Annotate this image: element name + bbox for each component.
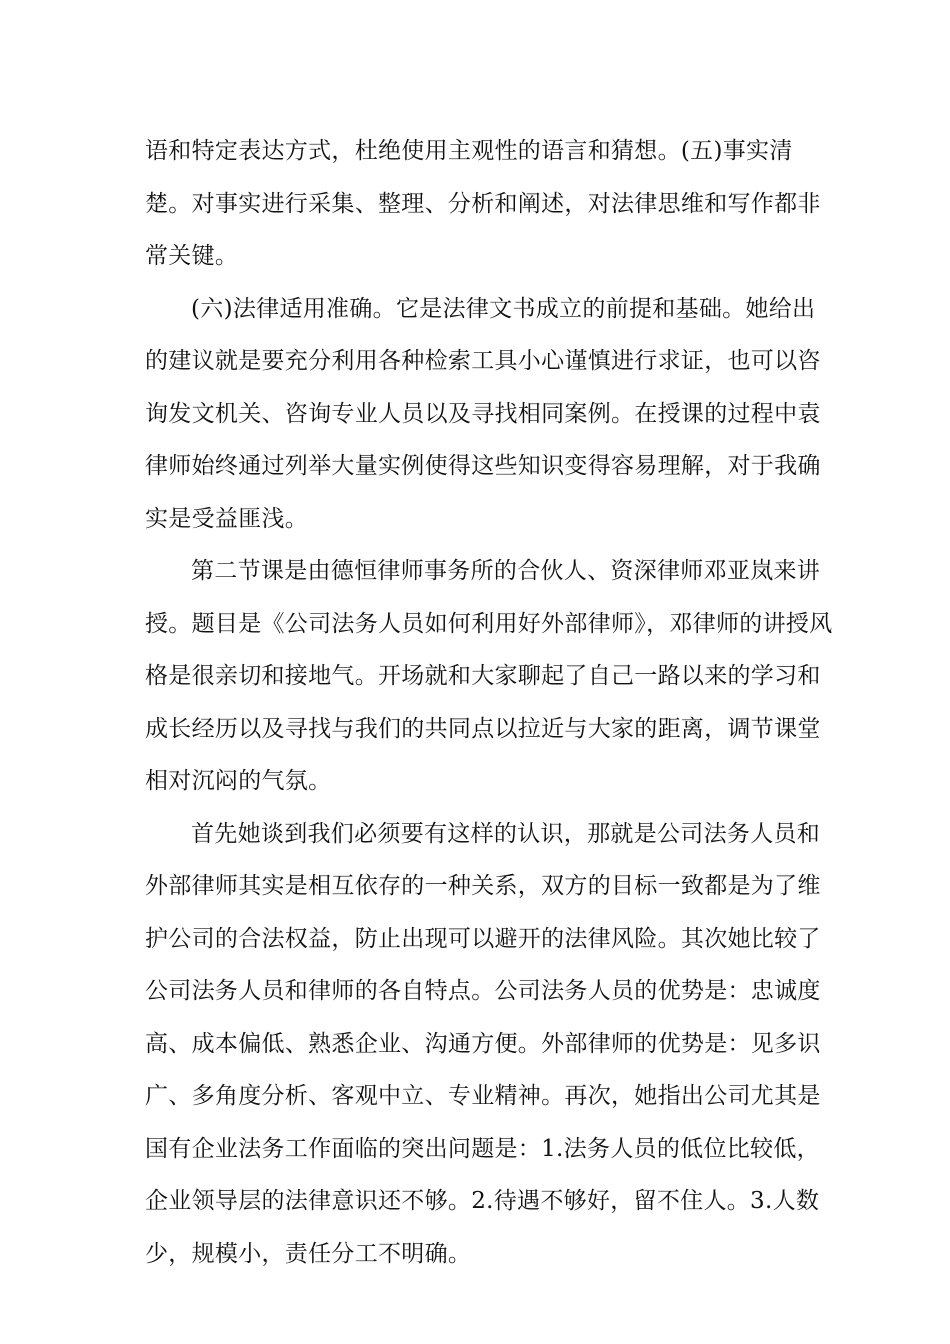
paragraph-3: 第二节课是由德恒律师事务所的合伙人、资深律师邓亚岚来讲授。题目是《公司法务人员如何利用好外部律师》，邓律师的讲授风格是很亲切和接地气。开场就和大家聊起了自己一路以来的学习和成长经历以及寻找与我们的共同点以拉近与大家的距离，调节课堂相对沉闷的气氛。 — [145, 558, 833, 794]
document-body — [145, 125, 835, 1280]
paragraph-4: 首先她谈到我们必须要有这样的认识，那就是公司法务人员和外部律师其实是相互依存的一种关系，双方的目标一致都是为了维护公司的合法权益，防止出现可以避开的法律风险。其次她比较了公司法务人员和律师的各自特点。公司法务人员的优势是：忠诚度高、成本偏低、熟悉企业、沟通方便。外部律师的优势是：见多识广、多角度分析、客观中立、专业精神。再次，她指出公司尤其是国有企业法务工作面临的突出问题是：1.法务人员的低位比较低，企业领导层的法律意识还不够。2.待遇不够好，留不住人。3.人数少，规模小，责任分工不明确。 — [145, 820, 821, 1267]
paragraph-2: (六)法律适用准确。它是法律文书成立的前提和基础。她给出的建议就是要充分利用各种检索工具小心谨慎进行求证，也可以咨询发文机关、咨询专业人员以及寻找相同案例。在授课的过程中袁律师始终通过列举大量实例使得这些知识变得容易理解，对于我确实是受益匪浅。 — [145, 295, 821, 532]
paragraph-1: 语和特定表达方式，杜绝使用主观性的语言和猜想。(五)事实清楚。对事实进行采集、整理、分析和阐述，对法律思维和写作都非常关键。 — [145, 138, 821, 269]
